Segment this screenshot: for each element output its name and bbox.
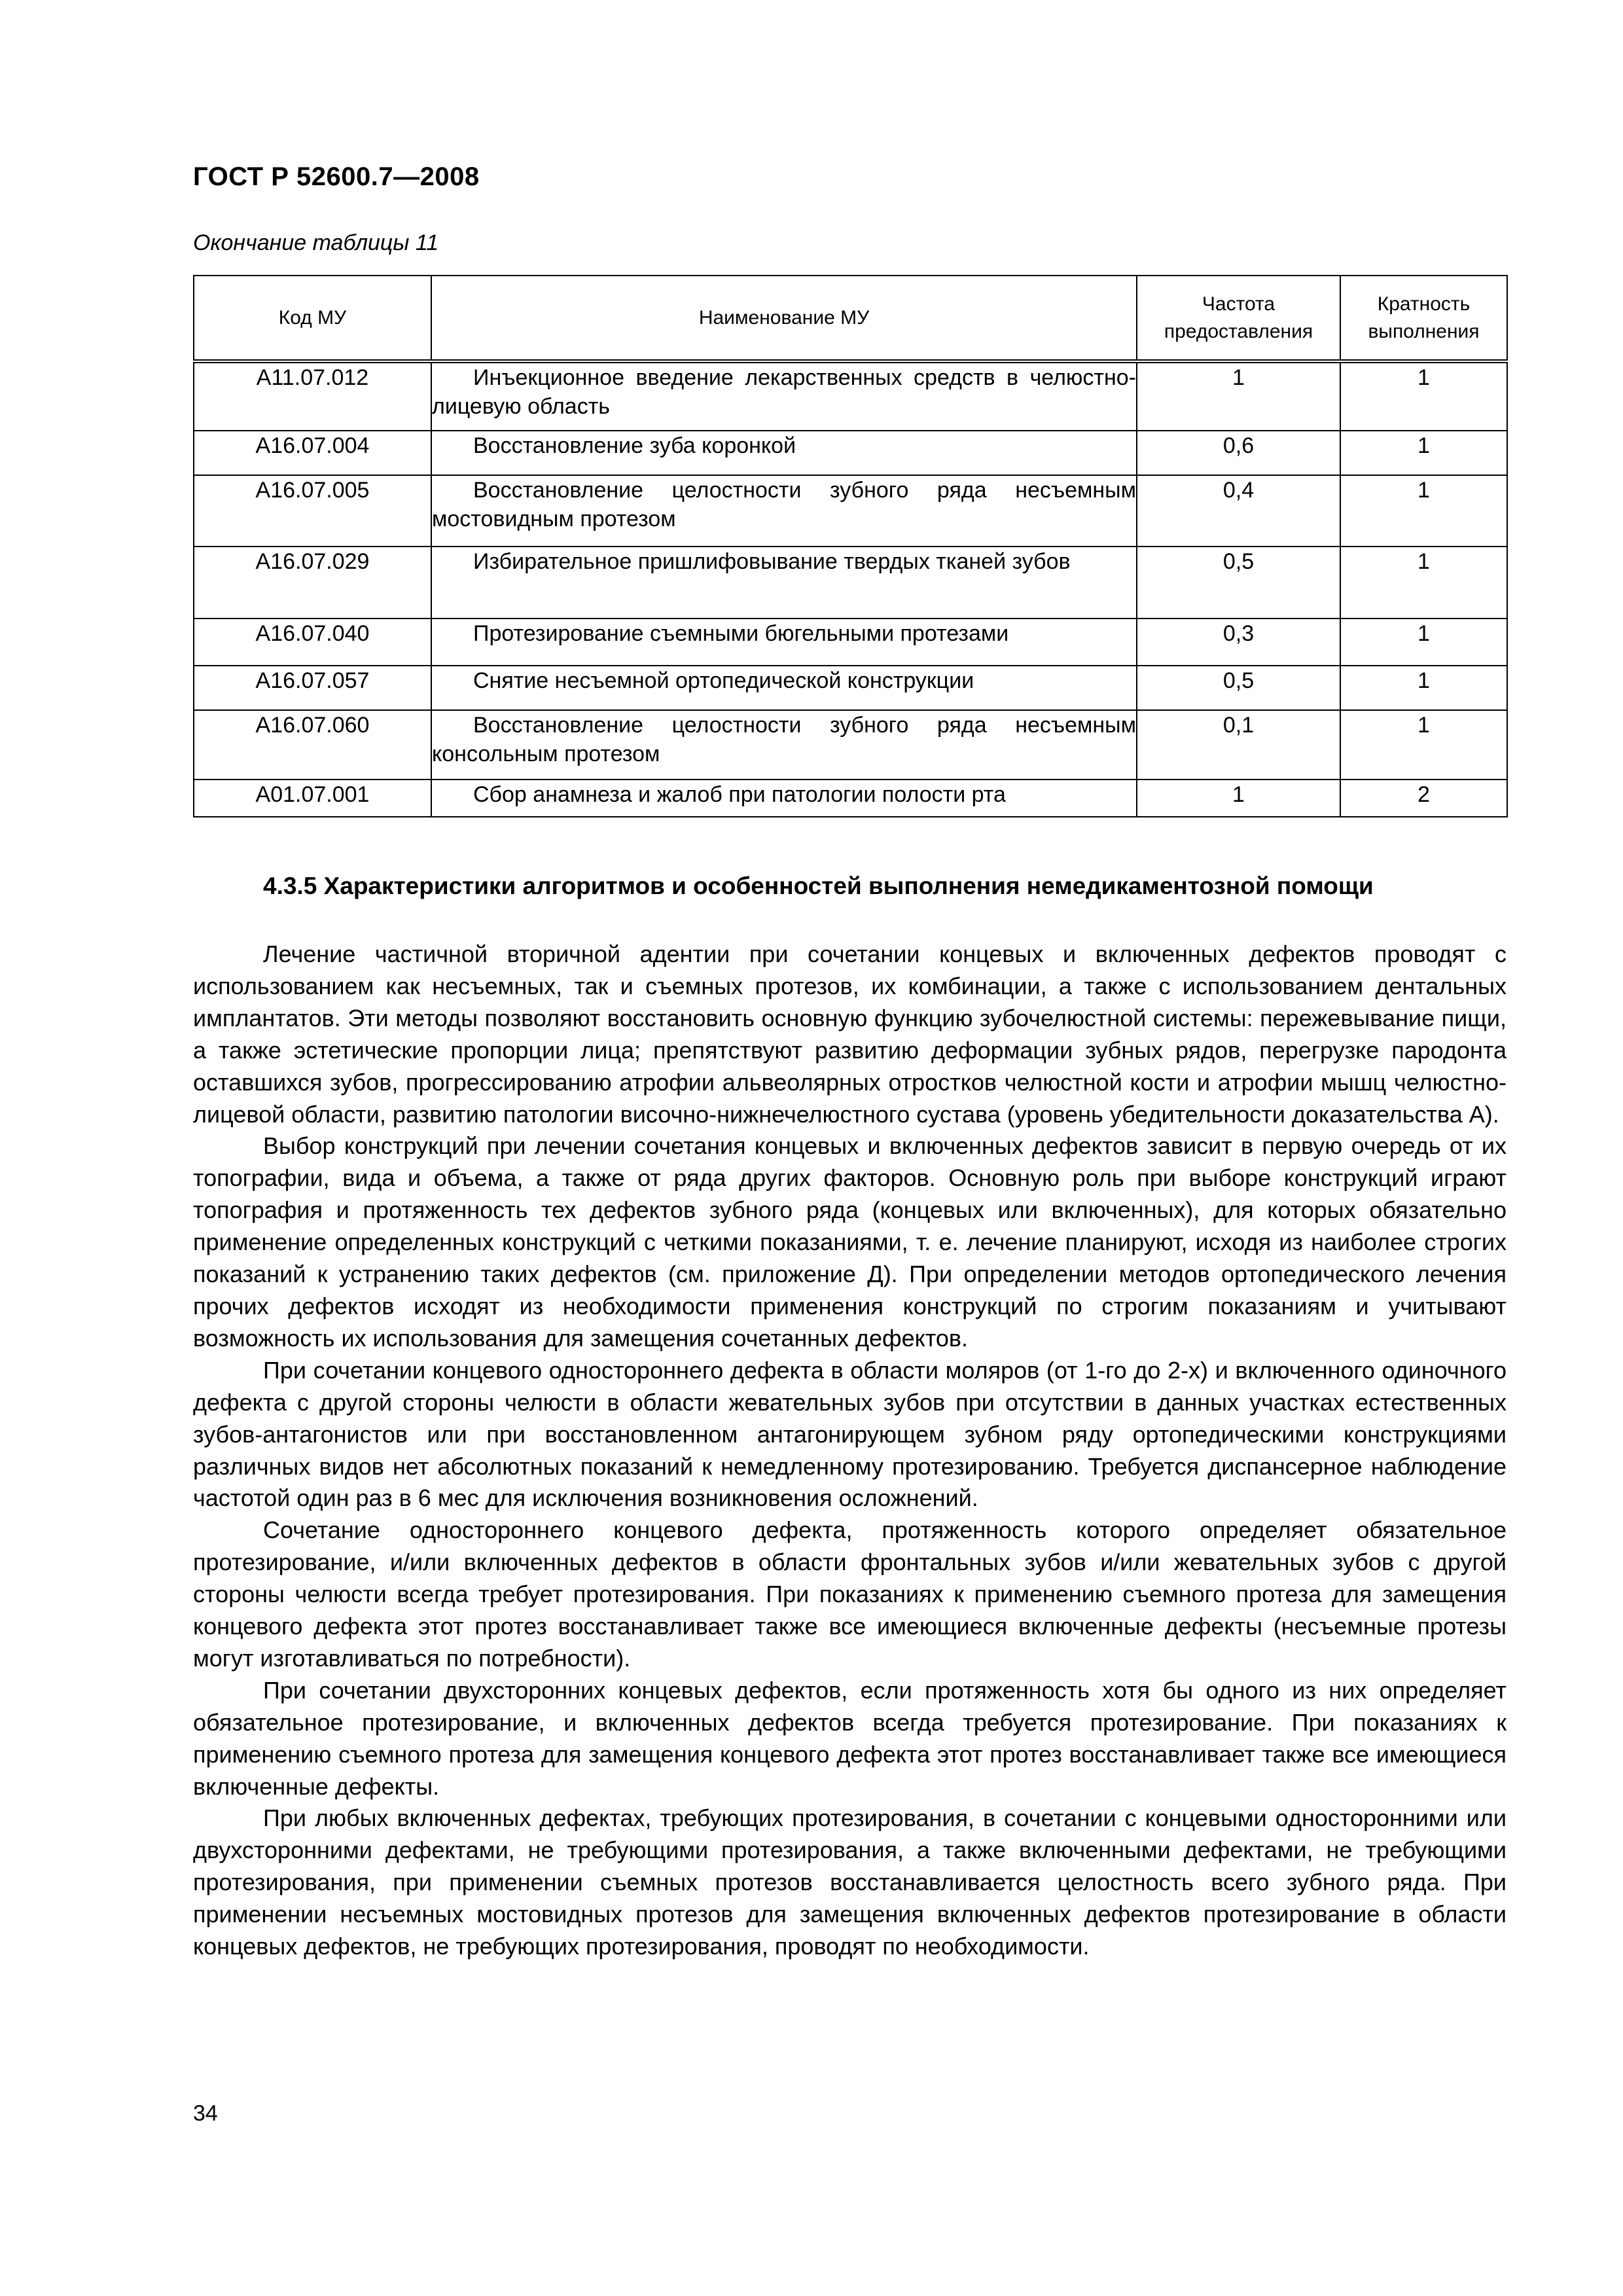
cell-name: Восстановление целостности зубного ряда несъемным мостовидным протезом xyxy=(431,475,1137,547)
column-header-multiplicity-line2: выполнения xyxy=(1368,320,1480,342)
cell-frequency: 0,5 xyxy=(1137,666,1340,710)
cell-code: A16.07.060 xyxy=(194,710,431,780)
cell-code: A16.07.004 xyxy=(194,431,431,475)
column-header-multiplicity xyxy=(1340,276,1507,361)
table-caption: Окончание таблицы 11 xyxy=(193,230,439,255)
cell-multiplicity: 1 xyxy=(1340,431,1507,475)
cell-multiplicity: 2 xyxy=(1340,780,1507,817)
cell-multiplicity: 1 xyxy=(1340,361,1507,431)
column-header-code: Код МУ xyxy=(194,276,431,361)
cell-name: Восстановление целостности зубного ряда несъемным консольным протезом xyxy=(431,710,1137,780)
cell-name: Инъекционное введение лекарственных средств в челюстно-лицевую область xyxy=(431,361,1137,431)
table-row xyxy=(194,431,1507,475)
cell-frequency: 0,5 xyxy=(1137,547,1340,619)
cell-name: Протезирование съемными бюгельными протезами xyxy=(431,619,1137,666)
cell-multiplicity: 1 xyxy=(1340,547,1507,619)
table-row xyxy=(194,780,1507,817)
cell-frequency: 0,3 xyxy=(1137,619,1340,666)
column-header-frequency-line1: Частота xyxy=(1202,293,1275,315)
paragraph: Выбор конструкций при лечении сочетания концевых и включенных дефектов зависит в первую очередь от их топографии, вида и объема, а также от ряда других факторов. Основную роль при выборе конструкций играют топография и протяженность тех дефектов зубного ряда (концевых или включенных), для которых обязательно применение определенных конструкций с четкими показаниями, т. е. лечение планируют, исходя из наиболее строгих показаний к устранению таких дефектов (см. приложение Д). При определении методов ортопедического лечения прочих дефектов исходят из необходимости применения конструкций по строгим показаниям и учитывают возможность их использования для замещения сочетанных дефектов. xyxy=(193,1132,1507,1352)
column-header-frequency-line2: предоставления xyxy=(1164,320,1313,342)
document-code: ГОСТ Р 52600.7—2008 xyxy=(193,162,480,191)
column-header-frequency xyxy=(1137,276,1340,361)
paragraph: Лечение частичной вторичной адентии при сочетании концевых и включенных дефектов проводят с использованием как несъемных, так и съемных протезов, их комбинации, а также с использованием дентальных имплантатов. Эти методы позволяют восстановить основную функцию зубочелюстной системы: пережевывание пищи, а также эстетические пропорции лица; препятствуют развитию деформации зубных рядов, перегрузке пародонта оставшихся зубов, прогрессированию атрофии альвеолярных отростков челюстной кости и атрофии мышц челюстно-лицевой области, развитию патологии височно-нижнечелюстного сустава (уровень убедительности доказательства А). xyxy=(193,941,1507,1128)
cell-multiplicity: 1 xyxy=(1340,475,1507,547)
section-body xyxy=(193,939,1507,1963)
cell-name: Восстановление зуба коронкой xyxy=(431,431,1137,475)
table-row xyxy=(194,361,1507,431)
cell-name: Избирательное пришлифовывание твердых тканей зубов xyxy=(431,547,1137,619)
page-number: 34 xyxy=(193,2101,218,2126)
table-row xyxy=(194,666,1507,710)
table-row xyxy=(194,619,1507,666)
cell-frequency: 0,1 xyxy=(1137,710,1340,780)
paragraph: При сочетании двухсторонних концевых дефектов, если протяженность хотя бы одного из них определяет обязательное протезирование, и включенных дефектов всегда требуется протезирование. При показаниях к применению съемного протеза для замещения концевого дефекта этот протез восстанавливает также все имеющиеся включенные дефекты. xyxy=(193,1676,1507,1800)
paragraph: Сочетание одностороннего концевого дефекта, протяженность которого определяет обязательное протезирование, и/или включенных дефектов в области фронтальных зубов и/или жевательных зубов с другой стороны челюсти всегда требует протезирования. При показаниях к применению съемного протеза для замещения концевого дефекта этот протез восстанавливает также все имеющиеся включенные дефекты (несъемные протезы могут изготавливаться по потребности). xyxy=(193,1516,1507,1672)
table-row xyxy=(194,710,1507,780)
cell-name: Снятие несъемной ортопедической конструкции xyxy=(431,666,1137,710)
section-heading: 4.3.5 Характеристики алгоритмов и особенностей выполнения немедикаментозной помощи xyxy=(263,872,1374,899)
column-header-multiplicity-line1: Кратность xyxy=(1377,293,1471,315)
table-header-row xyxy=(194,276,1507,361)
cell-code: A16.07.057 xyxy=(194,666,431,710)
cell-code: A16.07.040 xyxy=(194,619,431,666)
cell-code: A16.07.005 xyxy=(194,475,431,547)
cell-code: A01.07.001 xyxy=(194,780,431,817)
column-header-name: Наименование МУ xyxy=(431,276,1137,361)
services-table xyxy=(193,275,1508,817)
cell-multiplicity: 1 xyxy=(1340,666,1507,710)
cell-code: A11.07.012 xyxy=(194,361,431,431)
paragraph: При сочетании концевого одностороннего дефекта в области моляров (от 1-го до 2-х) и включенного одиночного дефекта с другой стороны челюсти в области жевательных зубов при отсутствии в данных участках естественных зубов-антагонистов или при восстановленном антагонирующем зубном ряду ортопедическими конструкциями различных видов нет абсолютных показаний к немедленному протезированию. Требуется диспансерное наблюдение частотой один раз в 6 мес для исключения возникновения осложнений. xyxy=(193,1356,1507,1512)
paragraph: При любых включенных дефектах, требующих протезирования, в сочетании с концевыми односторонними или двухсторонними дефектами, не требующими протезирования, а также включенными дефектами, не требующими протезирования, при применении съемных протезов восстанавливается целостность всего зубного ряда. При применении несъемных мостовидных протезов для замещения включенных дефектов протезирование в области концевых дефектов, не требующих протезирования, проводят по необходимости. xyxy=(193,1804,1507,1960)
cell-code: A16.07.029 xyxy=(194,547,431,619)
cell-name: Сбор анамнеза и жалоб при патологии полости рта xyxy=(431,780,1137,817)
cell-frequency: 1 xyxy=(1137,361,1340,431)
cell-frequency: 0,4 xyxy=(1137,475,1340,547)
cell-frequency: 1 xyxy=(1137,780,1340,817)
cell-multiplicity: 1 xyxy=(1340,710,1507,780)
cell-frequency: 0,6 xyxy=(1137,431,1340,475)
table-row xyxy=(194,547,1507,619)
cell-multiplicity: 1 xyxy=(1340,619,1507,666)
table-row xyxy=(194,475,1507,547)
